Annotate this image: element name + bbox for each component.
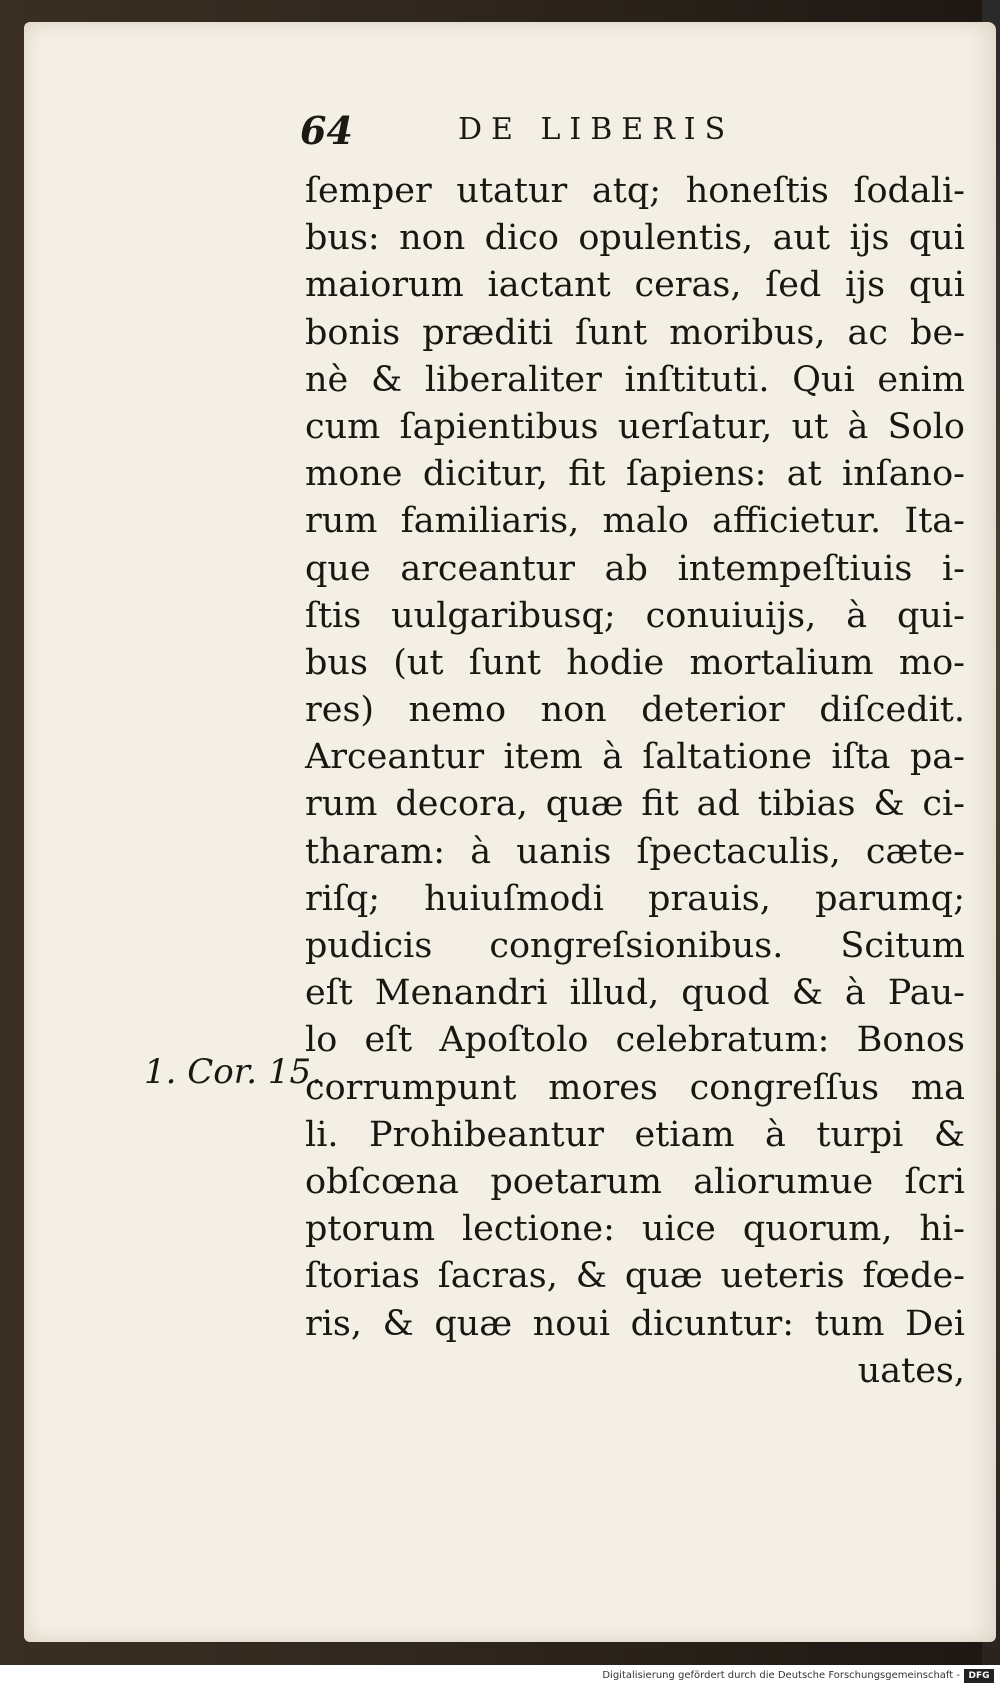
text-line: bus: non dico opulentis, aut ijs qui xyxy=(305,218,965,259)
text-line: nè & liberaliter inſtituti. Qui enim xyxy=(305,359,965,400)
page-number: 64 xyxy=(300,108,353,153)
catchword: uates, xyxy=(857,1350,965,1391)
text-line: rum familiaris, malo afficietur. Ita- xyxy=(305,501,965,542)
text-line: lo eſt Apoſtolo celebratum: Bonos xyxy=(305,1020,965,1061)
running-head: DE LIBERIS xyxy=(458,112,735,147)
text-line: ſemper utatur atq; honeſtis ſodali- xyxy=(305,171,965,211)
text-line: riſq; huiuſmodi prauis, parumq; xyxy=(305,878,965,919)
text-line: ſtorias ſacras, & quæ ueteris fœde- xyxy=(305,1256,965,1297)
marginal-note: 1. Cor. 15. xyxy=(144,1052,322,1092)
digitization-credit: Digitalisierung gefördert durch die Deutsche Forschungsgemeinschaft - xyxy=(602,1670,960,1681)
text-line: li. Prohibeantur etiam à turpi & xyxy=(305,1114,965,1155)
footer-bar xyxy=(0,1665,1000,1690)
text-line: rum decora, quæ fit ad tibias & ci- xyxy=(305,784,965,825)
text-line: cum ſapientibus uerſatur, ut à Solo xyxy=(305,406,965,447)
text-line: obſcœna poetarum aliorumue ſcri xyxy=(305,1161,965,1202)
page-header xyxy=(300,108,800,158)
dfg-logo-icon: DFG xyxy=(964,1669,994,1683)
text-line: ris, & quæ noui dicuntur: tum Dei xyxy=(305,1303,965,1344)
text-line: ptorum lectione: uice quorum, hi- xyxy=(305,1209,965,1250)
text-line: corrumpunt mores congreſſus ma xyxy=(305,1067,965,1108)
text-line: pudicis congreſsionibus. Scitum xyxy=(305,926,965,966)
text-line: res) nemo non deterior diſcedit. xyxy=(305,690,965,731)
text-line: que arceantur ab intempeſtiuis i- xyxy=(305,548,965,589)
text-line: tharam: à uanis ſpectaculis, cæte- xyxy=(305,831,965,872)
text-line: mone dicitur, fit ſapiens: at inſano- xyxy=(305,454,965,495)
text-line: eſt Menandri illud, quod & à Pau- xyxy=(305,973,965,1014)
text-line: ſtis uulgaribusq; conuiuijs, à qui- xyxy=(305,595,965,636)
text-line: bus (ut ſunt hodie mortalium mo- xyxy=(305,642,965,683)
text-line: bonis præditi ſunt moribus, ac be- xyxy=(305,312,965,353)
text-line: Arceantur item à ſaltatione iſta pa- xyxy=(305,737,965,778)
body-text xyxy=(305,168,965,1395)
text-line: maiorum iactant ceras, ſed ijs qui xyxy=(305,265,965,306)
